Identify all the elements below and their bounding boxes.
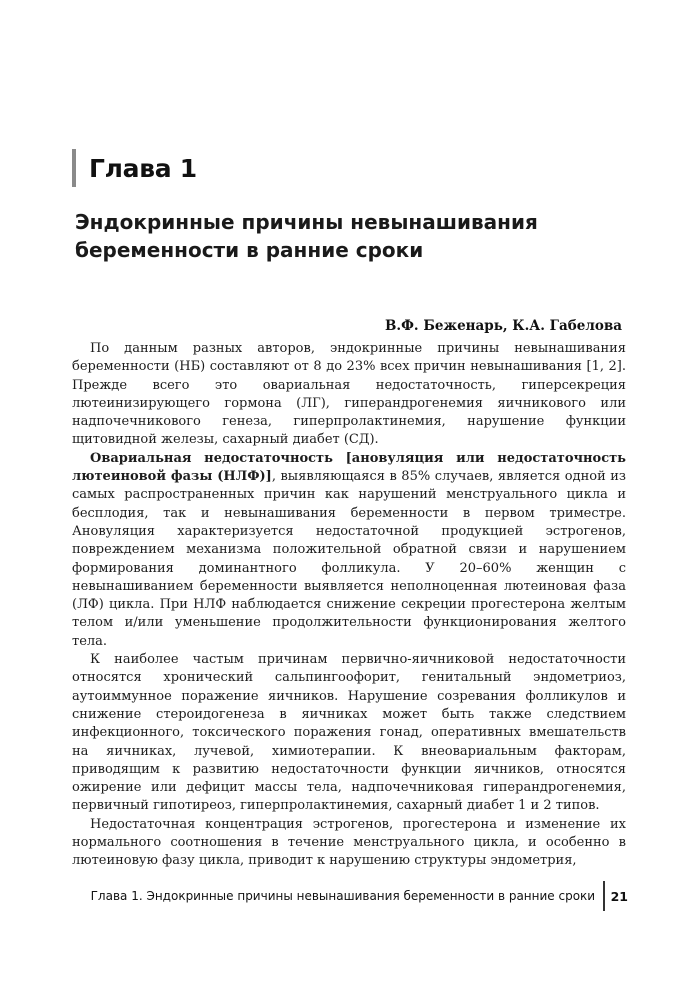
chapter-title-line: беременности в ранние сроки — [75, 238, 424, 262]
paragraph-text: , выявляющаяся в 85% случаев, является одной из самых распространенных причин как нарушений менструального цикла и бесплодия, так и невынашивания беременности в первом триместре. Ановуляция характеризуется недостаточной продукцией эстрогенов, повреждением механизма положительной обратной связи и нарушением формирования доминантного фолликула. У 20–60% женщин с невынашиванием беременности выявляется неполноценная лютеиновая фаза (ЛФ) цикла. При НЛФ наблюдается снижение секреции прогестерона желтым телом и/или уменьшение продолжительности функционирования желтого тела. — [72, 469, 626, 649]
body-text — [72, 340, 626, 871]
paragraph-text: Недостаточная концентрация эстрогенов, прогестерона и изменение их нормального соотношения в течение менструального цикла, и особенно в лютеиновую фазу цикла, приводит к нарушению структуры эндометрия, — [72, 816, 626, 869]
authors: В.Ф. Беженарь, К.А. Габелова — [385, 318, 622, 334]
paragraph — [72, 340, 626, 450]
page-number: 21 — [610, 888, 628, 904]
paragraph-term: Овариальная недостаточность [ановуляция или недостаточность лютеиновой фазы (НЛФ)] — [72, 450, 626, 485]
paragraph-text: К наиболее частым причинам первично-яичниковой недостаточности относятся хронический сальпингоофорит, генитальный эндометриоз, аутоиммунное поражение яичников. Нарушение созревания фолликулов и снижение стероидогенеза в яичниках может быть также следствием инфекционного, токсического поражения гонад, оперативных вмешательств на яичниках, лучевой, химиотерапии. К внеовариальным факторам, приводящим к развитию недостаточности функции яичников, относятся ожирение или дефицит массы тела, надпочечниковая гиперандрогенемия, первичный гипотиреоз, гиперпролактинемия, сахарный диабет 1 и 2 типов. — [72, 652, 626, 814]
footer-divider — [603, 881, 605, 911]
running-title: Глава 1. Эндокринные причины невынашивания беременности в ранние сроки — [90, 889, 596, 903]
chapter-title-line: Эндокринные причины невынашивания — [75, 210, 538, 234]
paragraph-text: По данным разных авторов, эндокринные причины невынашивания беременности (НБ) составляют от 8 до 23% всех причин невынашивания [1, 2]. Прежде всего это овариальная недостаточность, гиперсекреция лютеинизирующего гормона (ЛГ), гиперандрогенемия яичникового или надпочечникового генеза, гиперпролактинемия, нарушение функции щитовидной железы, сахарный диабет (СД). — [72, 341, 626, 448]
chapter-heading — [72, 148, 197, 188]
chapter-accent-bar — [72, 149, 76, 187]
paragraph — [72, 651, 626, 816]
chapter-label: Глава 1 — [89, 153, 197, 183]
paragraph — [72, 450, 626, 651]
page-footer — [91, 885, 628, 907]
paragraph — [72, 816, 626, 871]
chapter-title — [75, 208, 635, 264]
